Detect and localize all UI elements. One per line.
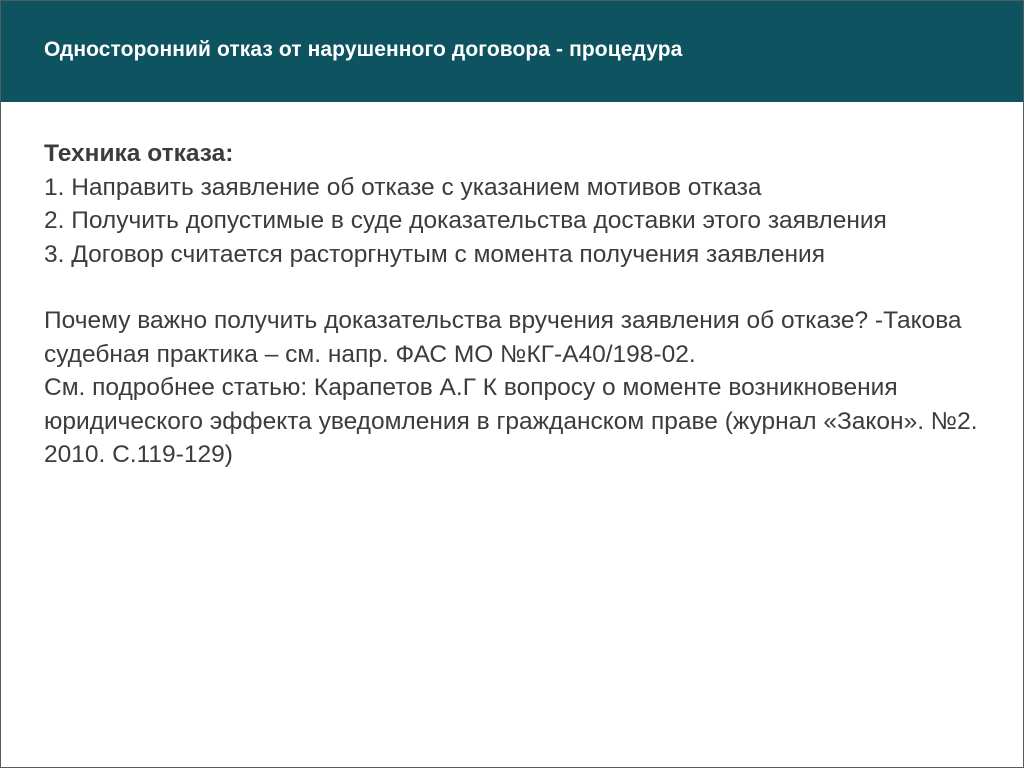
- reference-paragraph: См. подробнее статью: Карапетов А.Г К вопросу о моменте возникновения юридического эффекта уведомления в гражданском праве (журнал «Закон». №2. 2010. С.119-129): [44, 374, 978, 468]
- question-paragraph: Почему важно получить доказательства вручения заявления об отказе? -Такова судебная практика – см. напр. ФАС МО №КГ-А40/198-02.: [44, 307, 962, 368]
- header-bar: [1, 1, 1023, 102]
- spacer: [44, 271, 984, 304]
- technique-heading: Техника отказа:: [44, 140, 234, 167]
- step-item: 3. Договор считается расторгнутым с момента получения заявления: [44, 240, 825, 268]
- slide-content: [44, 137, 984, 472]
- step-item: 2. Получить допустимые в суде доказательства доставки этого заявления: [44, 207, 887, 234]
- slide-title: Односторонний отказ от нарушенного договора - процедура: [44, 38, 683, 61]
- step-item: 1. Направить заявление об отказе с указанием мотивов отказа: [44, 173, 762, 201]
